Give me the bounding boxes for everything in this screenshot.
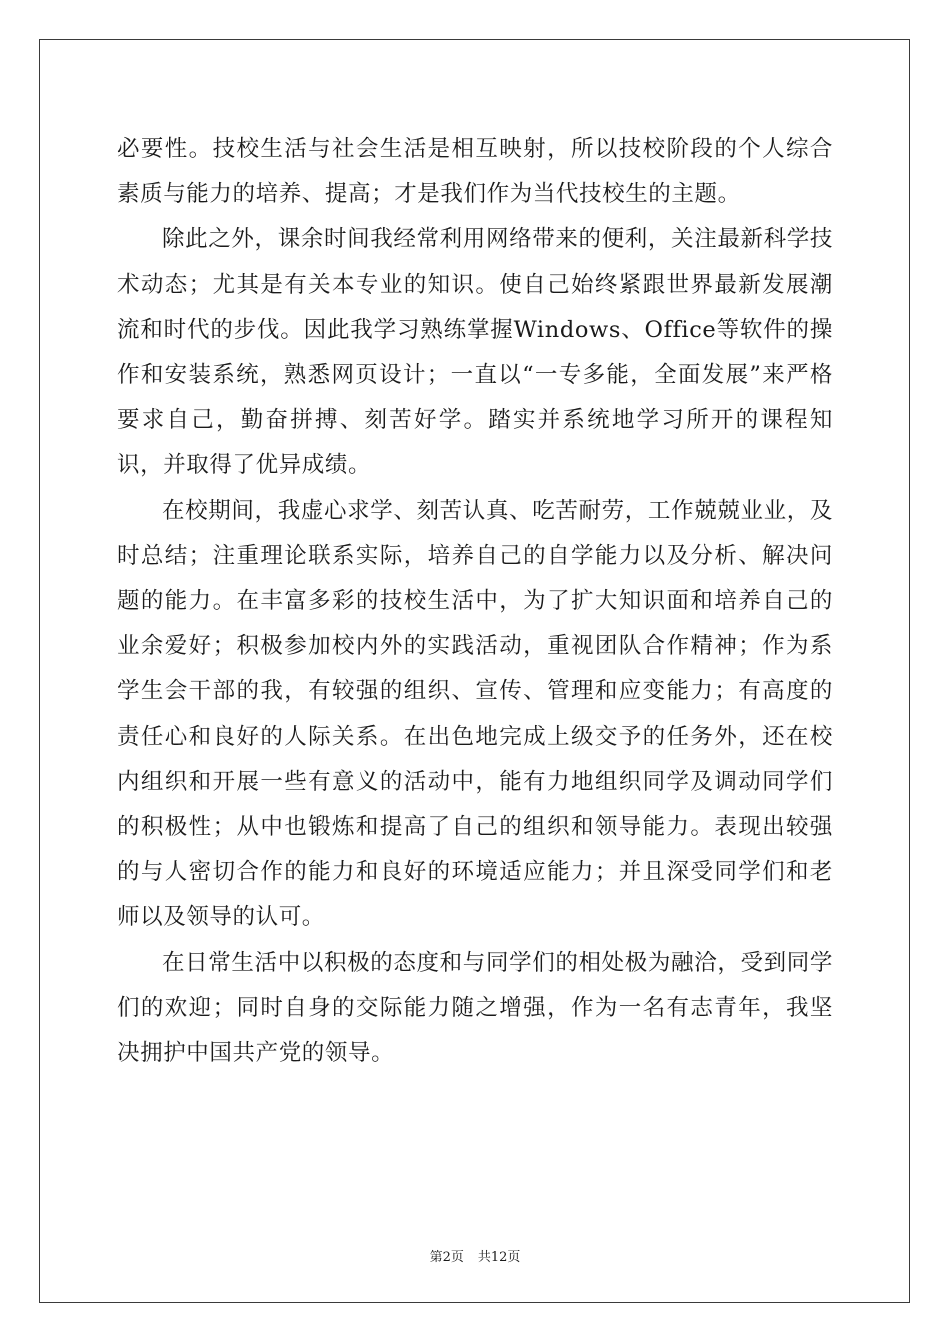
page-footer — [0, 1246, 950, 1265]
paragraph-3: 在校期间，我虚心求学、刻苦认真、吃苦耐劳，工作兢兢业业，及时总结；注重理论联系实际，培养自己的自学能力以及分析、解决问题的能力。在丰富多彩的技校生活中，为了扩大知识面和培养自己的业余爱好；积极参加校内外的实践活动，重视团队合作精神；作为系学生会干部的我，有较强的组织、宣传、管理和应变能力；有高度的责任心和良好的人际关系。在出色地完成上级交予的任务外，还在校内组织和开展一些有意义的活动中，能有力地组织同学及调动同学们的积极性；从中也锻炼和提高了自己的组织和领导能力。表现出较强的与人密切合作的能力和良好的环境适应能力；并且深受同学们和老师以及领导的认可。 — [117, 497, 833, 931]
paragraph-4: 在日常生活中以积极的态度和与同学们的相处极为融洽，受到同学们的欢迎；同时自身的交际能力随之增强，作为一名有志青年，我坚决拥护中国共产党的领导。 — [117, 949, 833, 1067]
paragraph-1: 必要性。技校生活与社会生活是相互映射，所以技校阶段的个人综合素质与能力的培养、提高；才是我们作为当代技校生的主题。 — [117, 136, 833, 208]
page-number: 第2页 — [429, 1250, 464, 1265]
document-body — [117, 127, 833, 1076]
paragraph-2: 除此之外，课余时间我经常利用网络带来的便利，关注最新科学技术动态；尤其是有关本专业的知识。使自己始终紧跟世界最新发展潮流和时代的步伐。因此我学习熟练掌握Windows、Office等软件的操作和安装系统，熟悉网页设计；一直以“一专多能，全面发展”来严格要求自己，勤奋拼搏、刻苦好学。踏实并系统地学习所开的课程知识，并取得了优异成绩。 — [117, 226, 833, 479]
page-total: 共12页 — [477, 1250, 521, 1265]
